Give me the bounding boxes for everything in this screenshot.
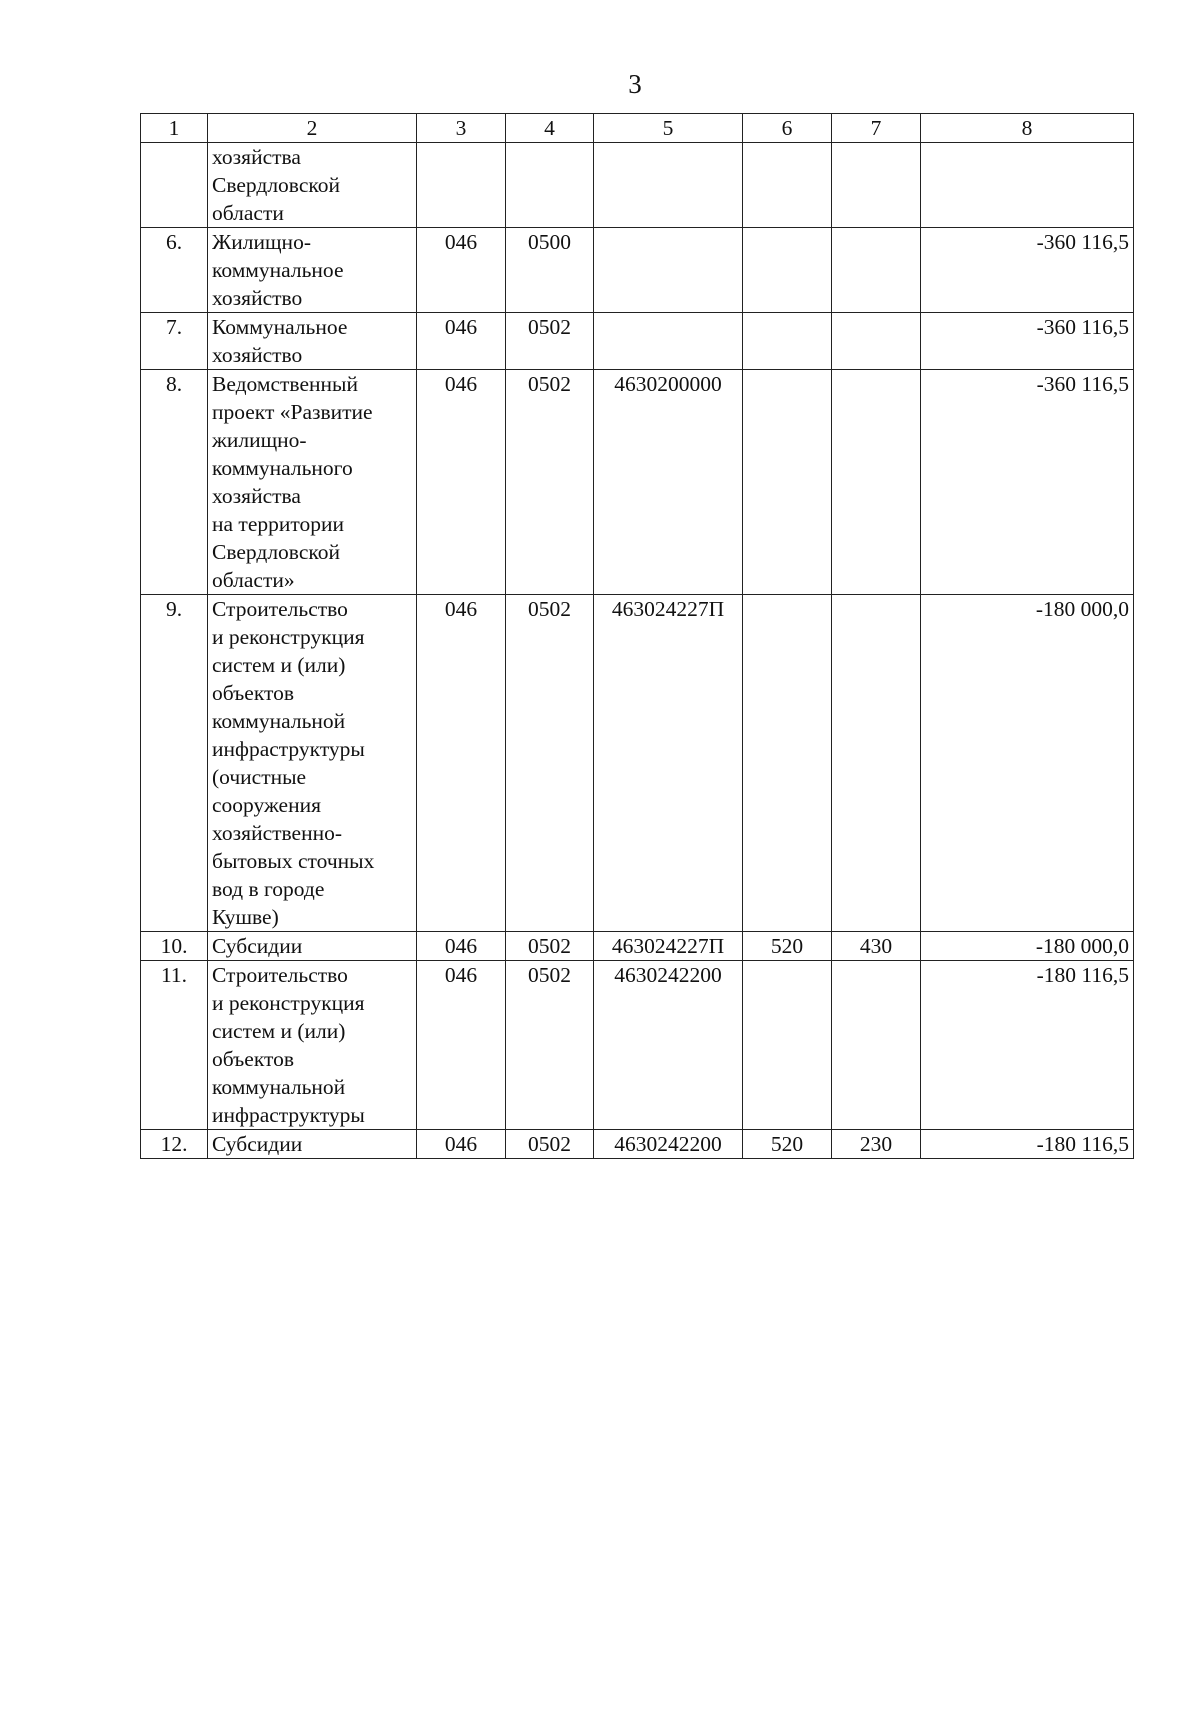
row-number-cell: 12. xyxy=(141,1130,208,1159)
cell-col-3: 046 xyxy=(417,228,506,313)
amount-cell: -180 000,0 xyxy=(921,595,1134,932)
table-row xyxy=(141,932,1134,961)
cell-col-7: 230 xyxy=(832,1130,921,1159)
cell-col-7 xyxy=(832,228,921,313)
cell-col-4: 0502 xyxy=(506,595,594,932)
table-row xyxy=(141,313,1134,370)
cell-col-7 xyxy=(832,595,921,932)
row-number-cell: 6. xyxy=(141,228,208,313)
table-row xyxy=(141,228,1134,313)
table-row xyxy=(141,370,1134,595)
cell-col-5 xyxy=(594,143,743,228)
amount-cell: -360 116,5 xyxy=(921,228,1134,313)
cell-col-6: 520 xyxy=(743,1130,832,1159)
cell-col-5: 4630242200 xyxy=(594,961,743,1130)
cell-col-6 xyxy=(743,370,832,595)
column-header: 2 xyxy=(208,114,417,143)
column-header: 1 xyxy=(141,114,208,143)
row-name-cell: Жилищно- коммунальное хозяйство xyxy=(208,228,417,313)
column-header: 8 xyxy=(921,114,1134,143)
row-name-cell: Коммунальное хозяйство xyxy=(208,313,417,370)
column-header: 4 xyxy=(506,114,594,143)
table-row xyxy=(141,143,1134,228)
cell-col-7 xyxy=(832,143,921,228)
cell-col-6 xyxy=(743,313,832,370)
cell-col-3: 046 xyxy=(417,595,506,932)
cell-col-3: 046 xyxy=(417,961,506,1130)
row-number-cell: 7. xyxy=(141,313,208,370)
cell-col-6: 520 xyxy=(743,932,832,961)
cell-col-4: 0502 xyxy=(506,1130,594,1159)
cell-col-3 xyxy=(417,143,506,228)
cell-col-4: 0502 xyxy=(506,313,594,370)
cell-col-4: 0502 xyxy=(506,932,594,961)
amount-cell: -180 116,5 xyxy=(921,1130,1134,1159)
row-name-cell: Строительство и реконструкция систем и (или) объектов коммунальной инфраструктуры xyxy=(208,961,417,1130)
cell-col-7 xyxy=(832,313,921,370)
cell-col-5: 463024227П xyxy=(594,595,743,932)
cell-col-6 xyxy=(743,595,832,932)
page-number: 3 xyxy=(628,69,642,99)
row-number-cell: 10. xyxy=(141,932,208,961)
column-header: 3 xyxy=(417,114,506,143)
row-number-cell: 11. xyxy=(141,961,208,1130)
row-name-cell: Строительство и реконструкция систем и (или) объектов коммунальной инфраструктуры (очистные сооружения хозяйственно- бытовых сточных вод в городе Кушве) xyxy=(208,595,417,932)
cell-col-6 xyxy=(743,961,832,1130)
cell-col-5 xyxy=(594,228,743,313)
cell-col-5: 4630200000 xyxy=(594,370,743,595)
cell-col-4: 0500 xyxy=(506,228,594,313)
cell-col-3: 046 xyxy=(417,313,506,370)
cell-col-3: 046 xyxy=(417,932,506,961)
cell-col-6 xyxy=(743,143,832,228)
row-name-cell: Субсидии xyxy=(208,1130,417,1159)
cell-col-5 xyxy=(594,313,743,370)
column-header: 7 xyxy=(832,114,921,143)
row-name-cell: Ведомственный проект «Развитие жилищно- коммунального хозяйства на территории Свердловской области» xyxy=(208,370,417,595)
row-name-cell: Субсидии xyxy=(208,932,417,961)
cell-col-3: 046 xyxy=(417,1130,506,1159)
amount-cell: -360 116,5 xyxy=(921,370,1134,595)
cell-col-4: 0502 xyxy=(506,370,594,595)
column-header: 5 xyxy=(594,114,743,143)
amount-cell: -180 000,0 xyxy=(921,932,1134,961)
row-number-cell: 9. xyxy=(141,595,208,932)
cell-col-3: 046 xyxy=(417,370,506,595)
cell-col-7 xyxy=(832,961,921,1130)
amount-cell: -180 116,5 xyxy=(921,961,1134,1130)
cell-col-4: 0502 xyxy=(506,961,594,1130)
cell-col-5: 4630242200 xyxy=(594,1130,743,1159)
table-row xyxy=(141,1130,1134,1159)
cell-col-5: 463024227П xyxy=(594,932,743,961)
row-number-cell: 8. xyxy=(141,370,208,595)
row-name-cell: хозяйства Свердловской области xyxy=(208,143,417,228)
cell-col-4 xyxy=(506,143,594,228)
table-row xyxy=(141,961,1134,1130)
table-row xyxy=(141,595,1134,932)
amount-cell xyxy=(921,143,1134,228)
column-header: 6 xyxy=(743,114,832,143)
table-header-row xyxy=(141,114,1134,143)
cell-col-7: 430 xyxy=(832,932,921,961)
budget-table xyxy=(140,113,1134,1159)
cell-col-6 xyxy=(743,228,832,313)
cell-col-7 xyxy=(832,370,921,595)
amount-cell: -360 116,5 xyxy=(921,313,1134,370)
row-number-cell xyxy=(141,143,208,228)
